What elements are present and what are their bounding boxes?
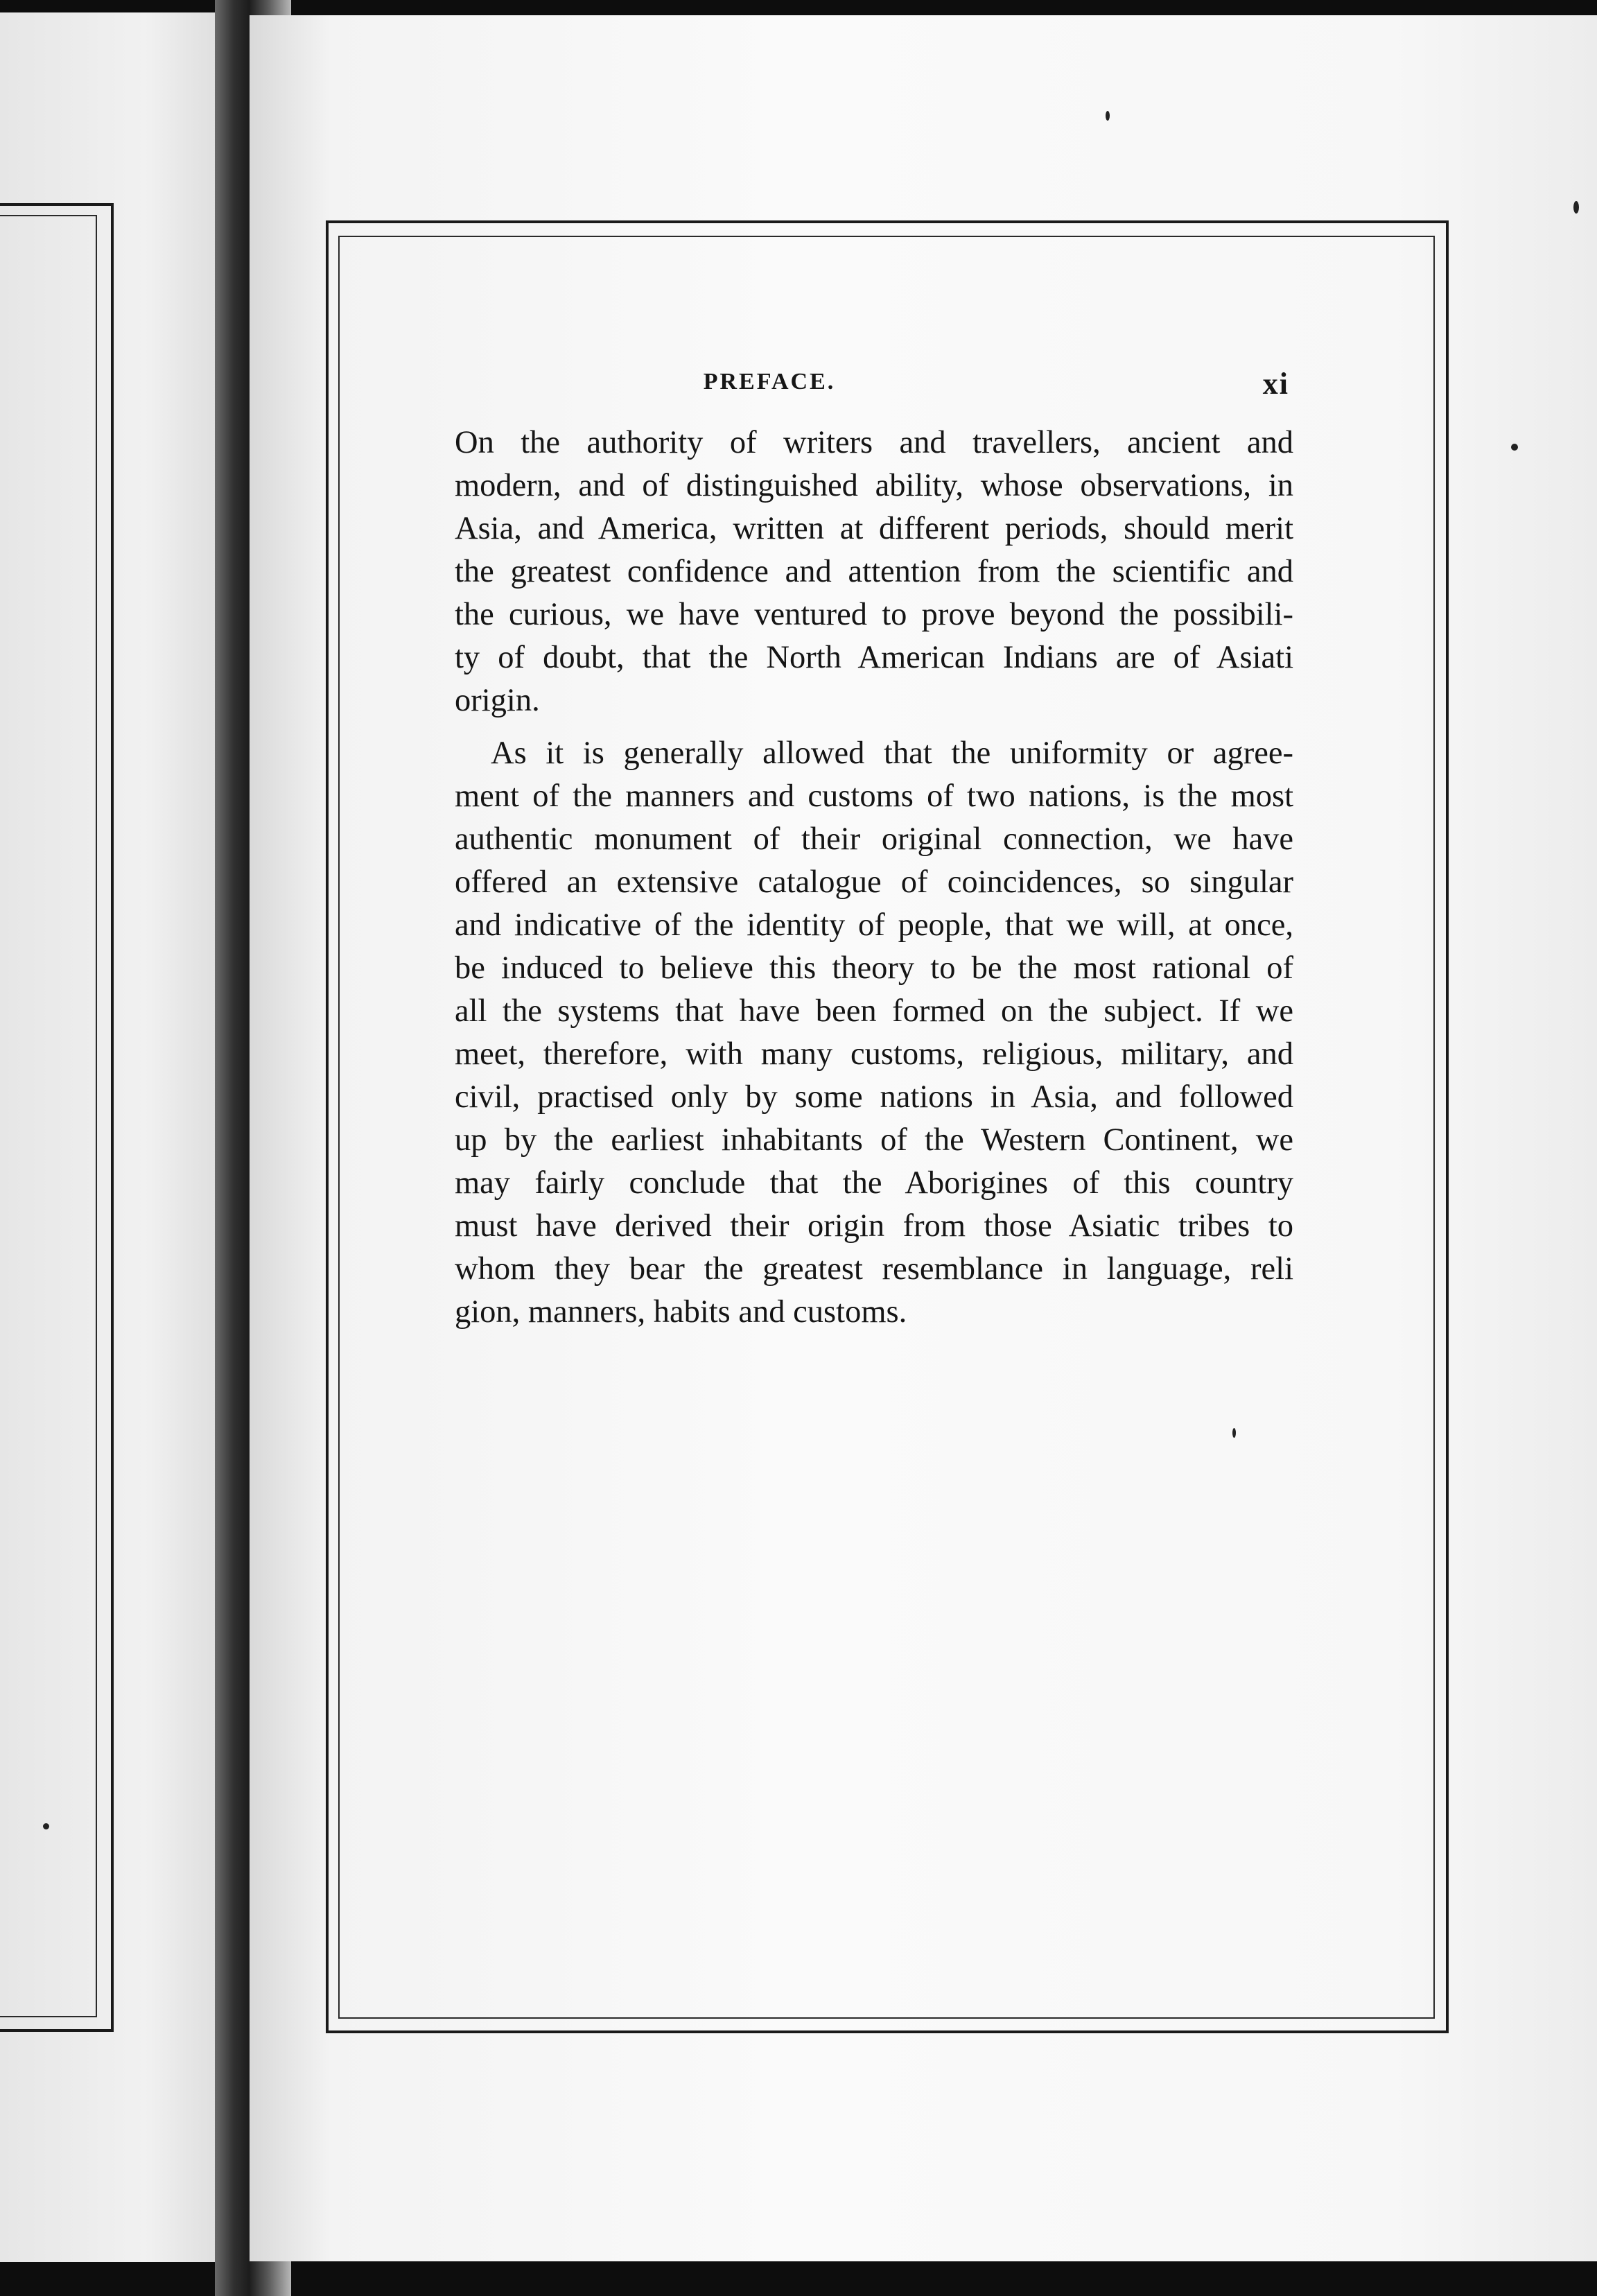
ink-speck — [1511, 444, 1518, 451]
text-line: all the systems that have been formed on the subject. If we — [455, 993, 1293, 1029]
text-line: up by the earliest inhabitants of the Western Continent, we — [455, 1122, 1293, 1158]
text-line: offered an extensive catalogue of coincidences, so singular — [455, 864, 1293, 900]
ink-speck — [1573, 201, 1579, 214]
text-line: Asia, and America, written at different periods, should merit — [455, 511, 1293, 546]
ink-speck — [43, 1823, 49, 1829]
text-line: and indicative of the identity of people, that we will, at once, — [455, 907, 1293, 943]
text-line: authentic monument of their original connection, we have — [455, 821, 1293, 857]
text-line: the greatest confidence and attention from the scientific and — [455, 554, 1293, 589]
previous-page-edge — [0, 12, 243, 2262]
text-line: civil, practised only by some nations in Asia, and followed — [455, 1079, 1293, 1115]
text-line: ment of the manners and customs of two nations, is the most — [455, 779, 1293, 814]
ink-speck — [1106, 111, 1110, 121]
body-text — [455, 421, 1293, 1334]
text-line: be induced to believe this theory to be the most rational of — [455, 950, 1293, 986]
previous-page-frame-inner — [0, 215, 97, 2017]
running-title: PREFACE. — [703, 369, 836, 394]
text-line: meet, therefore, with many customs, religious, military, and — [455, 1036, 1293, 1072]
paragraph-1 — [455, 421, 1293, 722]
page-number: xi — [1262, 367, 1289, 401]
running-head — [457, 369, 1289, 410]
paragraph-2 — [455, 732, 1293, 1334]
text-line: gion, manners, habits and customs. — [455, 1294, 907, 1330]
text-line: modern, and of distinguished ability, whose observations, in — [455, 468, 1293, 503]
ink-speck — [1232, 1428, 1236, 1438]
text-line: the curious, we have ventured to prove beyond the possibili- — [455, 597, 1293, 632]
text-line: must have derived their origin from those Asiatic tribes to — [455, 1208, 1293, 1244]
text-line: whom they bear the greatest resemblance in language, reli — [455, 1251, 1293, 1287]
text-line: may fairly conclude that the Aborigines of this country — [455, 1165, 1293, 1201]
text-line: ty of doubt, that the North American Indians are of Asiati — [455, 640, 1293, 675]
text-line: origin. — [455, 683, 540, 718]
text-line: As it is generally allowed that the uniformity or agree- — [491, 736, 1293, 771]
text-line: On the authority of writers and travellers, ancient and — [455, 425, 1293, 460]
